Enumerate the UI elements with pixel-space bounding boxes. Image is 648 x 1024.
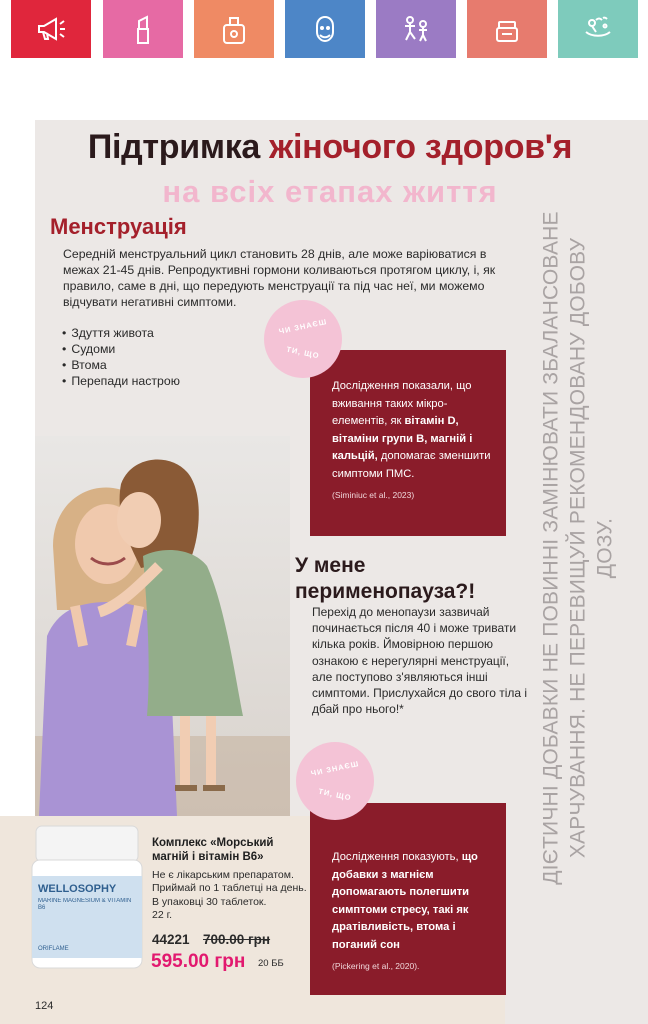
megaphone-icon: [34, 12, 68, 46]
product-description: Не є лікарським препаратом. Приймай по 1 таблетці на день. В упаковці 30 таблеток. 22 г.: [152, 869, 307, 922]
lipstick-icon: [126, 12, 160, 46]
research-text: Дослідження показали, що вживання таких мікро-елементів, як вітамін D, вітаміни групи B, магній і кальцій, допомагає зменшити симптоми ПМС.: [332, 380, 491, 480]
bonus-points: 20 ББ: [258, 958, 284, 969]
research-box-pms: [310, 350, 506, 536]
page-title: Підтримка жіночого здоров'я: [87, 128, 573, 166]
perimenopause-text: Перехід до менопаузи зазвичай починається після 40 і може тривати кілька років. Ймовірною першою ознакою є нерегулярні менструації, але поступово з'являються інші симптоми. Прислухайся до свого тіла і дбай про нього!*: [312, 605, 528, 717]
old-price: 700.00 грн: [203, 932, 271, 947]
jar-brand: WELLOSOPHY: [38, 883, 117, 895]
price: 595.00 грн: [151, 951, 246, 972]
category-tabs: [0, 0, 648, 62]
figures-icon: [399, 12, 433, 46]
research-box-magnesium: [310, 803, 506, 995]
tab-fragrance[interactable]: [194, 0, 274, 58]
mother-daughter-photo: [35, 436, 290, 816]
jar-label: MARINE MAGNESIUM & VITAMIN B6: [38, 898, 132, 911]
tab-makeup[interactable]: [103, 0, 183, 58]
page-number: 124: [35, 1000, 54, 1012]
tab-bath[interactable]: [558, 0, 638, 58]
list-item: • Перепади настрою: [62, 373, 180, 389]
jar-maker: ORIFLAME: [38, 946, 69, 952]
perfume-icon: [217, 12, 251, 46]
symptoms-list: [62, 325, 180, 389]
citation: (Pickering et al., 2020).: [332, 961, 420, 971]
research-text: Дослідження показують, що добавки з магнієм допомагають полегшити симптоми стресу, такі як дратівливість, втома і поганий сон: [332, 851, 478, 951]
menstruation-text: Середній менструальний цикл становить 28 днів, але може варіюватися в межах 21-45 днів. Репродуктивні гормони коливаються протягом циклу, і, як правило, саме в дні, що передують менструації та під час неї, ми можемо відчувати негативні симптоми.: [63, 247, 496, 309]
product-name[interactable]: Комплекс «Морський магній і вітамін B6»: [152, 837, 274, 863]
menstruation-heading: Менструація: [50, 214, 187, 239]
page-subtitle: на всіх етапах життя: [162, 174, 498, 209]
bath-icon: [581, 12, 615, 46]
list-item: • Здуття живота: [62, 325, 180, 341]
list-item: • Судоми: [62, 341, 180, 357]
list-item: • Втома: [62, 357, 180, 373]
perimenopause-heading: У мене перименопауза?!: [295, 554, 476, 603]
tab-campaign[interactable]: [11, 0, 91, 58]
cream-jar-icon: [490, 12, 524, 46]
did-you-know-badge: ЧИ ЗНАЄШ ТИ, ЩО: [264, 300, 342, 378]
product-code: 44221: [152, 932, 190, 947]
tab-wellness[interactable]: [376, 0, 456, 58]
tab-men[interactable]: [285, 0, 365, 58]
tab-skincare[interactable]: [467, 0, 547, 58]
man-face-icon: [308, 12, 342, 46]
disclaimer-vertical: ДІЄТИЧНІ ДОБАВКИ НЕ ПОВИННІ ЗАМІНЮВАТИ ЗБАЛАНСОВАНЕ ХАРЧУВАННЯ. НЕ ПЕРЕВИЩУЙ РЕКОМЕНДОВАНУ ДОБОВУ ДОЗУ.: [539, 211, 617, 885]
citation: (Siminiuc et al., 2023): [332, 490, 415, 500]
did-you-know-badge: ЧИ ЗНАЄШ ТИ, ЩО: [296, 742, 374, 820]
product-jar-image[interactable]: [28, 822, 146, 972]
